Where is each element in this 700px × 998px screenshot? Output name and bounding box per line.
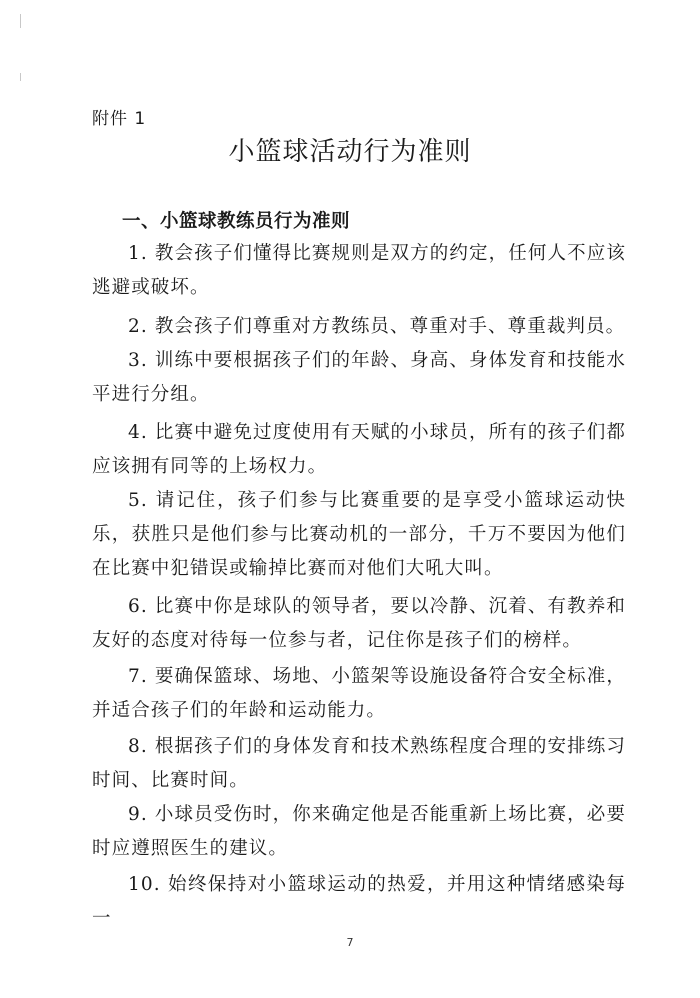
document-title: 小篮球活动行为准则 — [228, 137, 472, 167]
paragraph-5: 5. 请记住，孩子们参与比赛重要的是享受小篮球运动快乐，获胜只是他们参与比赛动机的一部分，千万不要因为他们在比赛中犯错误或输掉比赛而对他们大吼大叫。 — [92, 490, 626, 579]
paragraph-9: 9. 小球员受伤时，你来确定他是否能重新上场比赛，必要时应遵照医生的建议。 — [92, 804, 626, 859]
section-heading: 一、小篮球教练员行为准则 — [122, 211, 351, 232]
paragraph-7: 7. 要确保篮球、场地、小篮架等设施设备符合安全标准，并适合孩子们的年龄和运动能力。 — [92, 666, 626, 721]
page-number: 7 — [346, 936, 354, 949]
paragraph-2: 2. 教会孩子们尊重对方教练员、尊重对手、尊重裁判员。 — [128, 316, 626, 337]
scan-mark — [20, 73, 21, 81]
attachment-label: 附件 1 — [92, 109, 147, 129]
paragraph-1: 1. 教会孩子们懂得比赛规则是双方的约定，任何人不应该逃避或破坏。 — [92, 243, 626, 298]
paragraph-6: 6. 比赛中你是球队的领导者，要以冷静、沉着、有教养和友好的态度对待每一位参与者，记住你是孩子们的榜样。 — [92, 596, 626, 651]
paragraph-3: 3. 训练中要根据孩子们的年龄、身高、身体发育和技能水平进行分组。 — [92, 350, 626, 405]
paragraph-10: 10. 始终保持对小篮球运动的热爱，并用这种情绪感染每一 — [92, 874, 626, 929]
scan-mark — [20, 14, 21, 28]
paragraph-4: 4. 比赛中避免过度使用有天赋的小球员，所有的孩子们都应该拥有同等的上场权力。 — [92, 422, 626, 477]
paragraph-8: 8. 根据孩子们的身体发育和技术熟练程度合理的安排练习时间、比赛时间。 — [92, 736, 626, 791]
